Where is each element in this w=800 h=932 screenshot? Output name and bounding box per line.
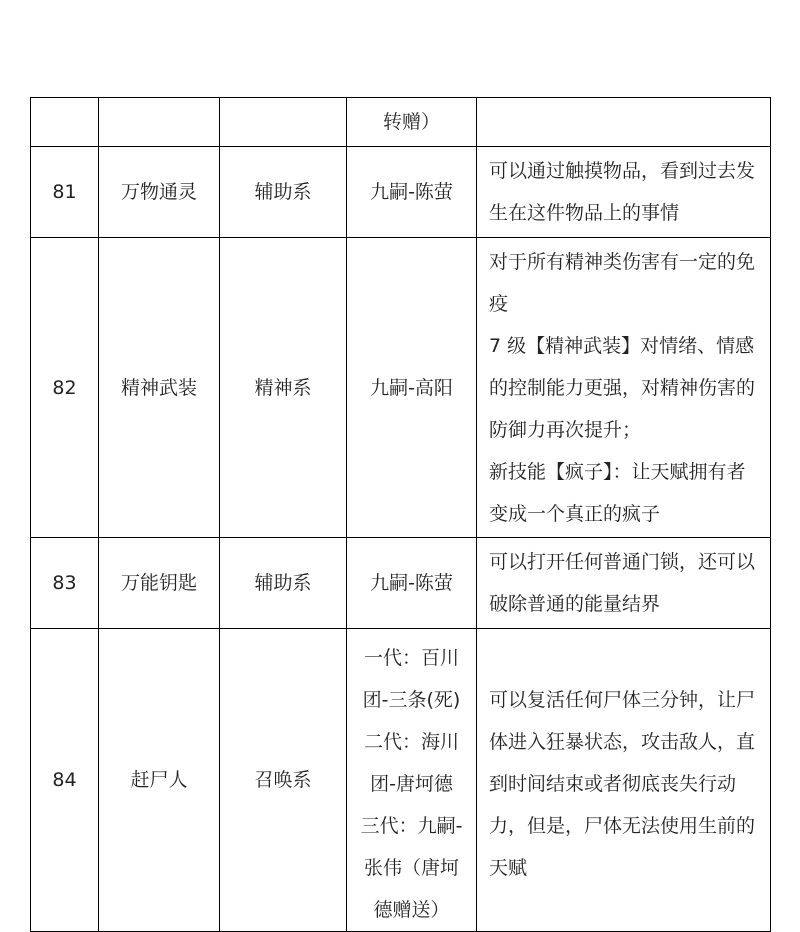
talent-holder — [347, 238, 477, 538]
holder-line: 九嗣-高阳 — [370, 376, 453, 399]
row-number: 84 — [31, 629, 99, 932]
row-number: 81 — [31, 147, 99, 238]
holder-line: 二代：海川 — [363, 731, 459, 753]
row-number — [31, 98, 99, 147]
talent-description — [477, 538, 771, 629]
table-row — [31, 147, 771, 238]
talent-type: 精神系 — [220, 238, 347, 538]
talent-name: 赶尸人 — [99, 629, 220, 932]
row-number: 83 — [31, 538, 99, 629]
description-line: 力，但是，尸体无法使用生前的 — [489, 815, 756, 837]
talent-type — [220, 98, 347, 147]
talent-holder — [347, 629, 477, 932]
talent-description — [477, 629, 771, 932]
description-line: 变成一个真正的疯子 — [489, 502, 661, 525]
table-row — [31, 238, 771, 538]
talent-name — [99, 98, 220, 147]
holder-line: 德赠送） — [373, 899, 450, 921]
talent-name: 万能钥匙 — [99, 538, 220, 629]
table-row — [31, 629, 771, 932]
talent-holder — [347, 98, 477, 147]
description-line: 可以打开任何普通门锁，还可以 — [489, 551, 756, 573]
talent-description — [477, 98, 771, 147]
row-number: 82 — [31, 238, 99, 538]
talent-name: 精神武装 — [99, 238, 220, 538]
table-row — [31, 98, 771, 147]
talent-holder — [347, 147, 477, 238]
holder-line: 团-唐坷德 — [370, 773, 453, 795]
talent-table — [30, 97, 771, 932]
table-row — [31, 538, 771, 629]
description-line: 7 级【精神武装】对情绪、情感 — [489, 334, 755, 357]
talent-holder — [347, 538, 477, 629]
holder-line: 九嗣-陈萤 — [370, 181, 453, 203]
description-line: 可以复活任何尸体三分钟，让尸 — [489, 689, 756, 711]
description-line: 到时间结束或者彻底丧失行动 — [489, 773, 737, 795]
holder-line: 转赠） — [382, 111, 440, 133]
description-line: 新技能【疯子】：让天赋拥有者 — [489, 460, 746, 483]
holder-line: 张伟（唐坷 — [363, 857, 459, 879]
description-line: 破除普通的能量结界 — [489, 593, 661, 615]
talent-description — [477, 147, 771, 238]
description-line: 疫 — [489, 292, 509, 315]
holder-line: 一代：百川 — [363, 647, 459, 669]
description-line: 防御力再次提升； — [489, 418, 642, 441]
talent-type: 辅助系 — [220, 147, 347, 238]
holder-line: 团-三条(死) — [362, 689, 461, 711]
description-line: 可以通过触摸物品，看到过去发 — [489, 160, 756, 182]
talent-type: 辅助系 — [220, 538, 347, 629]
talent-description — [477, 238, 771, 538]
description-line: 对于所有精神类伤害有一定的免 — [489, 250, 756, 273]
description-line: 体进入狂暴状态，攻击敌人，直 — [489, 731, 756, 753]
description-line: 天赋 — [489, 857, 528, 879]
holder-line: 三代：九嗣- — [360, 815, 463, 837]
talent-type: 召唤系 — [220, 629, 347, 932]
talent-name: 万物通灵 — [99, 147, 220, 238]
holder-line: 九嗣-陈萤 — [370, 572, 453, 594]
description-line: 生在这件物品上的事情 — [489, 202, 680, 224]
description-line: 的控制能力更强，对精神伤害的 — [489, 376, 756, 399]
